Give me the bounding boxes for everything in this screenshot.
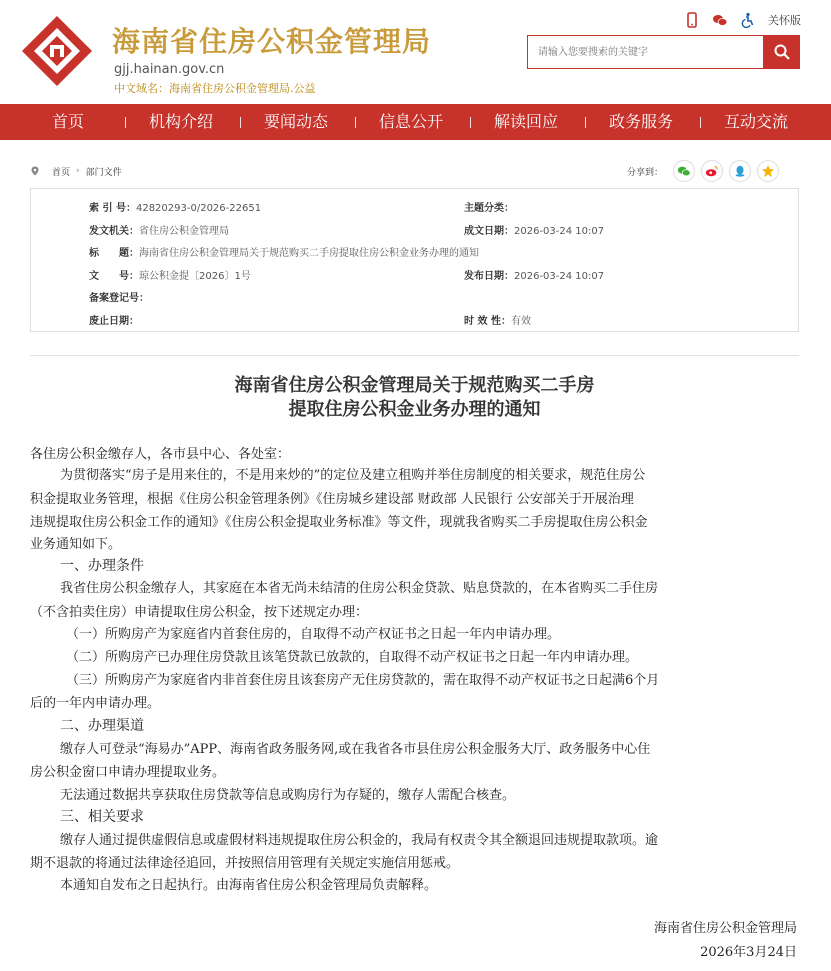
info-record xyxy=(89,289,149,304)
share-label: 分享到： xyxy=(627,167,664,178)
info-topic-label: 主题分类： xyxy=(464,203,514,214)
signature-org: 海南省住房公积金管理局 xyxy=(653,921,797,936)
share-qq-button[interactable] xyxy=(729,160,751,182)
info-valid-label: 时 效 性： xyxy=(464,316,511,327)
accessibility-icon[interactable] xyxy=(740,12,756,28)
document-info-box xyxy=(30,188,799,332)
nav-item-news[interactable]: 要闻动态 xyxy=(264,112,329,131)
info-pubdate-label: 发布日期： xyxy=(464,271,514,282)
chevron-right-icon: › xyxy=(76,166,80,176)
info-title-label: 标 题： xyxy=(89,248,139,259)
nav-item-interpret[interactable]: 解读回应 xyxy=(494,112,559,131)
article-paragraph: 我省住房公积金缴存人，其家庭在本省无尚未结清的住房公积金贷款、贴息贷款的，在本省购买二手住房 xyxy=(60,581,659,596)
info-valid-value: 有效 xyxy=(510,316,531,327)
section-heading: 二、办理渠道 xyxy=(60,718,144,734)
top-tools xyxy=(684,10,801,30)
share-qzone-button[interactable] xyxy=(757,160,779,182)
site-header xyxy=(0,0,831,104)
location-pin-icon xyxy=(30,166,40,176)
nav-separator xyxy=(700,117,701,128)
section-heading: 三、相关要求 xyxy=(60,809,144,825)
article-list-item: （一）所购房产为家庭省内首套住房的，自取得不动产权证书之日起一年内申请办理。 xyxy=(66,627,561,642)
info-date-value: 2026-03-24 10:07 xyxy=(514,226,605,237)
breadcrumb-home[interactable]: 首页 xyxy=(52,167,71,178)
info-date xyxy=(464,222,604,237)
article-paragraph: （不含拍卖住房）申请提取住房公积金，按下述规定办理： xyxy=(30,605,369,620)
share-weibo-button[interactable] xyxy=(701,160,723,182)
article-paragraph: 缴存人可登录“海易办”APP、海南省政务服务网,或在我省各市县住房公积金服务大厅、政务服务中心住 xyxy=(60,742,651,757)
article-paragraph: 无法通过数据共享获取住房贷款等信息或购房行为存疑的，缴存人需配合核查。 xyxy=(60,788,516,803)
article-paragraph: 后的一年内申请办理。 xyxy=(30,696,161,711)
signature-date: 2026年3月24日 xyxy=(700,945,797,960)
nav-item-interact[interactable]: 互动交流 xyxy=(724,112,789,131)
article-paragraph: 缴存人通过提供虚假信息或虚假材料违规提取住房公积金的，我局有权责令其全额退回违规提取款项。逾 xyxy=(60,833,659,848)
article-salutation: 各住房公积金缴存人，各市县中心、各处室： xyxy=(30,447,291,462)
share-bar xyxy=(627,160,779,182)
article-paragraph: 积金提取业务管理，根据《住房公积金管理条例》《住房城乡建设部 财政部 人民银行 公安部关于开展治理 xyxy=(30,492,634,507)
wechat-icon xyxy=(677,164,691,178)
info-docno-value: 琼公积金提〔2026〕1号 xyxy=(139,271,251,282)
info-issuer-label: 发文机关： xyxy=(89,226,139,237)
care-mode-link[interactable]: 关怀版 xyxy=(768,14,801,27)
info-expire xyxy=(89,312,139,327)
info-docno xyxy=(89,267,251,282)
site-cn-domain: 中文域名：海南省住房公积金管理局.公益 xyxy=(114,82,316,95)
star-icon xyxy=(761,164,775,178)
info-title xyxy=(89,244,479,259)
info-topic xyxy=(464,199,514,214)
qq-icon xyxy=(733,164,747,178)
search-button[interactable] xyxy=(763,35,800,69)
info-issuer xyxy=(89,222,229,237)
site-title[interactable]: 海南省住房公积金管理局 xyxy=(112,25,432,58)
breadcrumb-current[interactable]: 部门文件 xyxy=(85,167,122,178)
info-pubdate xyxy=(464,267,604,282)
article-list-item: （二）所购房产已办理住房贷款且该笔贷款已放款的，自取得不动产权证书之日起一年内申请办理。 xyxy=(66,650,639,665)
info-index-value: 42820293-0/2026-22651 xyxy=(135,203,262,214)
info-index xyxy=(89,199,261,214)
article-paragraph: 违规提取住房公积金工作的通知》《住房公积金提取业务标准》等文件，现就我省购买二手房提取住房公积金 xyxy=(30,515,648,530)
article-title-line2: 提取住房公积金业务办理的通知 xyxy=(288,399,541,420)
article-paragraph: 房公积金窗口申请办理提取业务。 xyxy=(30,765,226,780)
nav-separator xyxy=(125,117,126,128)
info-valid xyxy=(464,312,531,327)
info-pubdate-value: 2026-03-24 10:07 xyxy=(514,271,605,282)
info-index-label: 索 引 号： xyxy=(89,203,136,214)
share-wechat-button[interactable] xyxy=(673,160,695,182)
info-record-label: 备案登记号： xyxy=(89,293,149,304)
info-issuer-value: 省住房公积金管理局 xyxy=(139,226,229,237)
nav-item-home[interactable]: 首页 xyxy=(52,112,85,131)
breadcrumb xyxy=(30,164,122,178)
nav-separator xyxy=(355,117,356,128)
info-title-value: 海南省住房公积金管理局关于规范购买二手房提取住房公积金业务办理的通知 xyxy=(139,248,479,259)
site-domain: gjj.hainan.gov.cn xyxy=(114,62,225,77)
weibo-icon xyxy=(705,164,719,178)
info-date-label: 成文日期： xyxy=(464,226,514,237)
article-paragraph: 为贯彻落实“房子是用来住的，不是用来炒的”的定位及建立租购并举住房制度的相关要求，规范住房公 xyxy=(60,468,646,483)
nav-item-about[interactable]: 机构介绍 xyxy=(149,112,214,131)
article-paragraph: 本通知自发布之日起执行。由海南省住房公积金管理局负责解释。 xyxy=(60,878,438,893)
nav-separator xyxy=(240,117,241,128)
nav-separator xyxy=(470,117,471,128)
article-title-line1: 海南省住房公积金管理局关于规范购买二手房 xyxy=(234,375,595,396)
section-heading: 一、办理条件 xyxy=(60,558,144,574)
wechat-icon[interactable] xyxy=(712,12,728,28)
search-box xyxy=(527,35,763,69)
search-input[interactable] xyxy=(528,36,763,68)
nav-separator xyxy=(585,117,586,128)
article-list-item: （三）所购房产为家庭省内非首套住房且该套房产无住房贷款的，需在取得不动产权证书之日起满6个月 xyxy=(66,673,660,688)
site-logo[interactable] xyxy=(22,16,92,86)
nav-item-services[interactable]: 政务服务 xyxy=(609,112,674,131)
article-paragraph: 期不退款的将通过法律途径追回，并按照信用管理有关规定实施信用惩戒。 xyxy=(30,856,460,871)
main-nav xyxy=(0,104,831,140)
search-icon xyxy=(773,43,791,61)
article-paragraph: 业务通知如下。 xyxy=(30,537,122,552)
info-expire-label: 废止日期： xyxy=(89,316,139,327)
mobile-icon[interactable] xyxy=(684,12,700,28)
info-docno-label: 文 号： xyxy=(89,271,139,282)
nav-item-info[interactable]: 信息公开 xyxy=(379,112,444,131)
content-divider xyxy=(30,355,799,356)
